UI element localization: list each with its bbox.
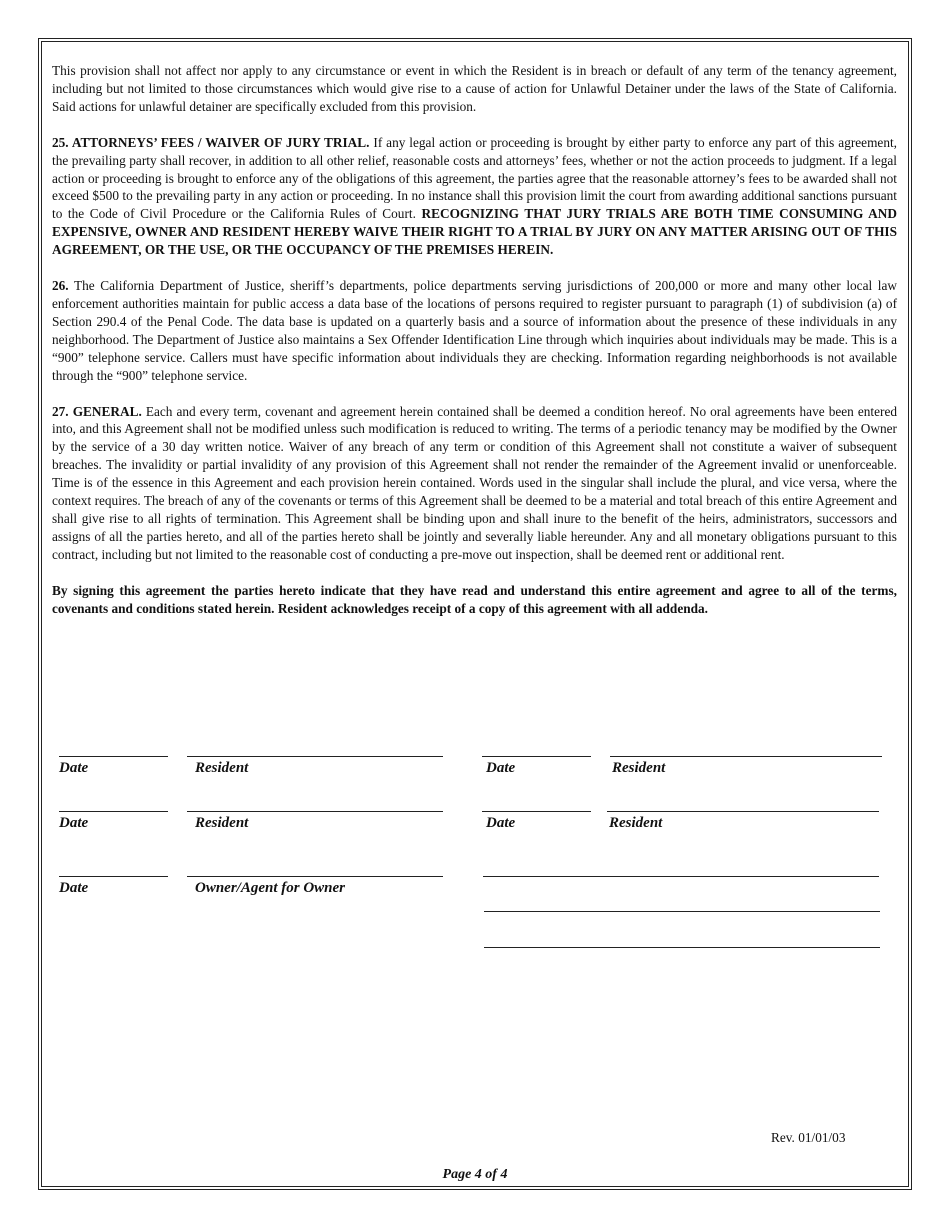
section-26-body: The California Department of Justice, sheriff’s departments, police departments serving jurisdictions of 200,000 or more and many other local law enforcement authorities maintain for public access a data base of the locations of persons required to register pursuant to paragraph (1) of subdivision (a) of Section 290.4 of the Penal Code. The data base is updated on a quarterly basis and a source of information about the presence of these individuals in any neighborhood. The Department of Justice also maintains a Sex Offender Identification Line through which inquiries about individuals may be made. This is a “900” telephone service. Callers must have specific information about individuals they are checking. Information regarding neighborhoods is not available through the “900” telephone service. xyxy=(52,278,897,383)
date-label: Date xyxy=(59,815,89,831)
blank-line-3-right[interactable] xyxy=(484,947,880,948)
owner-line[interactable] xyxy=(187,876,443,877)
section-26-heading: 26. xyxy=(52,278,69,294)
date-label: Date xyxy=(59,880,89,896)
revision-date: Rev. 01/01/03 xyxy=(771,1130,846,1145)
resident-line-2-right[interactable] xyxy=(607,811,879,812)
date-line-3-left[interactable] xyxy=(59,876,168,877)
resident-label: Resident xyxy=(609,815,663,831)
resident-line-1-right[interactable] xyxy=(610,756,882,757)
resident-line-1-left[interactable] xyxy=(187,756,443,757)
section-27 xyxy=(52,403,897,564)
acknowledgment xyxy=(52,582,897,618)
document-body xyxy=(52,62,897,635)
date-label: Date xyxy=(486,815,516,831)
date-line-1-left[interactable] xyxy=(59,756,168,757)
owner-agent-label: Owner/Agent for Owner xyxy=(195,880,346,896)
intro-paragraph: This provision shall not affect nor apply to any circumstance or event in which the Resident is in breach or default of any term of the tenancy agreement, including but not limited to those circumstances which would give rise to a cause of action for Unlawful Detainer under the laws of the State of California. Said actions for unlawful detainer are specifically excluded from this provision. xyxy=(52,63,897,114)
date-line-1-right[interactable] xyxy=(482,756,591,757)
resident-label: Resident xyxy=(195,760,249,776)
page-number: Page 4 of 4 xyxy=(442,1167,508,1182)
section-27-heading: 27. GENERAL. xyxy=(52,403,142,419)
date-label: Date xyxy=(59,760,89,776)
section-27-body: Each and every term, covenant and agreement herein contained shall be deemed a condition hereof. No oral agreements have been entered into, and this Agreement shall not be modified unless such modification is reduced to writing. The terms of a periodic tenancy may be modified by the Owner by the service of a 30 day written notice. Waiver of any breach of any term or condition of this Agreement shall not constitute a waiver of subsequent breaches. The invalidity or partial invalidity of any provision of this Agreement shall not render the remainder of the Agreement invalid or unenforceable. Time is of the essence in this Agreement and each provision herein contained. Words used in the singular shall include the plural, and vice versa, where the context requires. The breach of any of the covenants or terms of this Agreement shall be deemed to be a material and total breach of this entire Agreement and shall give rise to all rights of termination. This Agreement shall be binding upon and shall inure to the benefit of the heirs, administrators, successors and assigns of all the parties hereto, and all of the parties hereto shall be jointly and severally liable hereunder. Any and all monetary obligations pursuant to this contract, including but not limited to the reasonable cost of conducting a pre-move out inspection, shall be deemed rent or additional rent. xyxy=(52,403,897,562)
date-label: Date xyxy=(486,760,516,776)
blank-line-1-right[interactable] xyxy=(483,876,879,877)
resident-line-2-left[interactable] xyxy=(187,811,443,812)
section-25-jury-waiver: RECOGNIZING THAT JURY TRIALS ARE BOTH TIME CONSUMING AND EXPENSIVE, OWNER AND RESIDENT HEREBY WAIVE THEIR RIGHT TO A TRIAL BY JURY ON ANY MATTER ARISING OUT OF THIS AGREEMENT, OR THE USE, OR THE OCCUPANCY OF THE PREMISES HEREIN. xyxy=(52,206,897,258)
resident-label: Resident xyxy=(195,815,249,831)
date-line-2-left[interactable] xyxy=(59,811,168,812)
section-26 xyxy=(52,277,897,384)
section-25-body: If any legal action or proceeding is brought by either party to enforce any part of this agreement, the prevailing party shall recover, in addition to all other relief, reasonable costs and attorneys’ fees, whether or not the action proceeds to judgment. If a legal action or proceeding is brought to enforce any of the obligations of this agreement, the parties agree that the reasonable attorney’s fees to be awarded shall not exceed $500 to the prevailing party in any action or proceeding. In no instance shall this provision limit the court from awarding additional sanctions pursuant to the Code of Civil Procedure or the California Rules of Court. xyxy=(52,134,897,222)
acknowledgment-text: By signing this agreement the parties hereto indicate that they have read and understand this entire agreement and agree to all of the terms, covenants and conditions stated herein. Resident acknowledges receipt of a copy of this agreement with all addenda. xyxy=(52,582,897,616)
section-25 xyxy=(52,134,897,259)
section-25-heading: 25. ATTORNEYS’ FEES / WAIVER OF JURY TRIAL. xyxy=(52,134,370,150)
date-line-2-right[interactable] xyxy=(482,811,591,812)
resident-label: Resident xyxy=(612,760,666,776)
blank-line-2-right[interactable] xyxy=(484,911,880,912)
